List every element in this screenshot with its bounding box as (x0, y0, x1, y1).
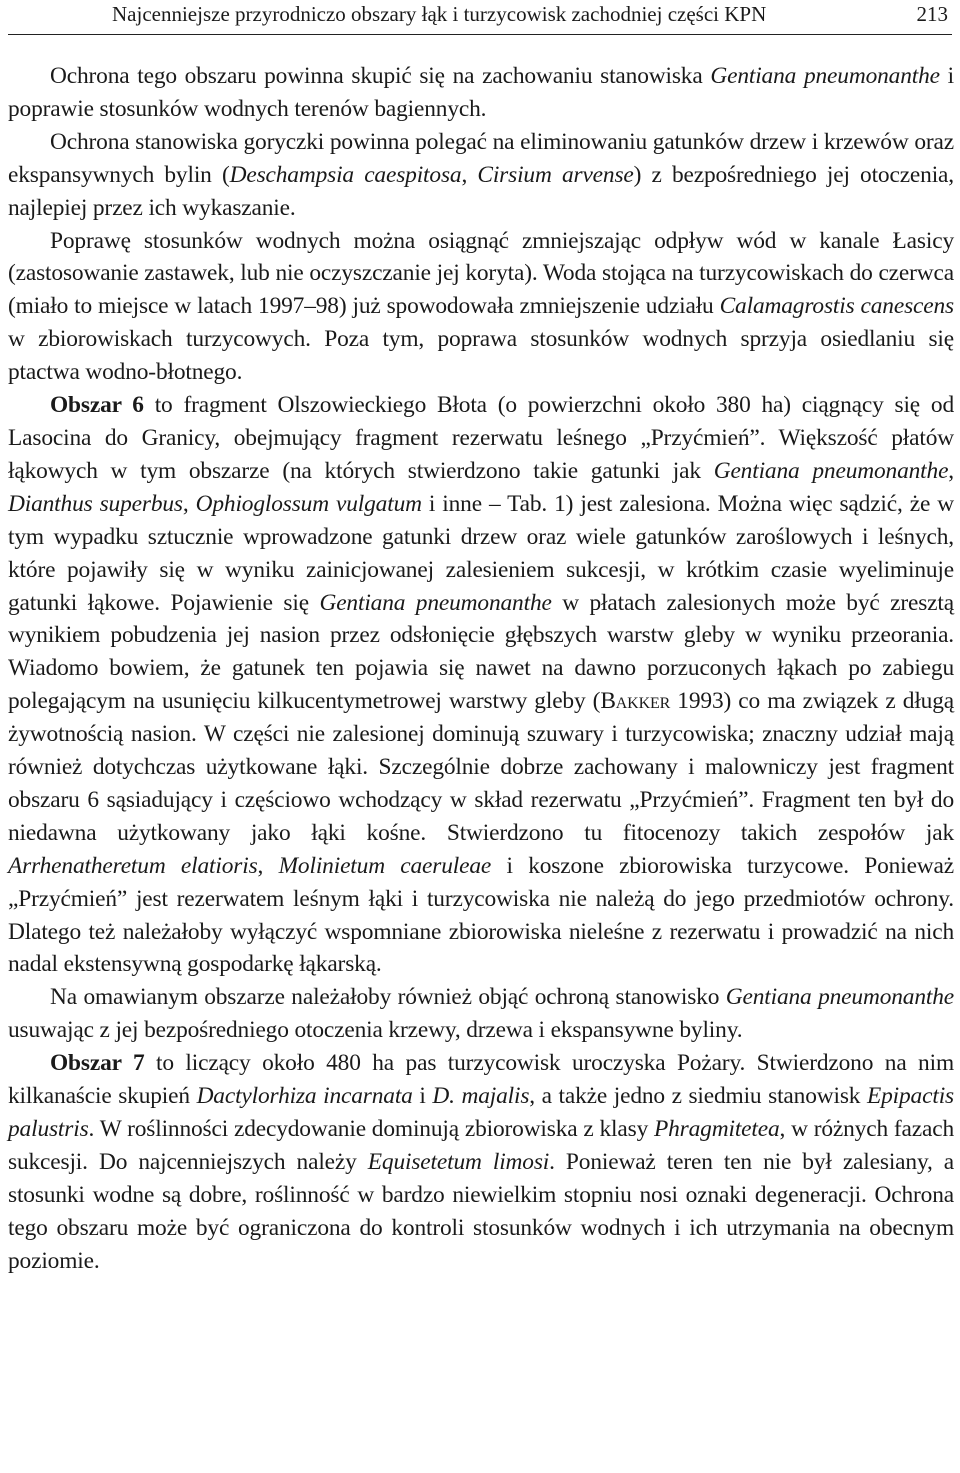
text-run: , w różnych fazach sukcesji. Do najcenniejszych należy (8, 1116, 954, 1175)
paragraph (8, 1047, 954, 1277)
italic-term: Equisetetum limosi (367, 1148, 550, 1175)
text-run: to fragment Olszowieckiego Błota (o powierzchni około 380 ha) ciągnący się od Lasocina do Granicy, obejmujący fragment rezerwatu leśnego „Przyćmień”. Większość płatów łąkowych w tym obszarze (na których stwierdzono takie gatunki jak (8, 392, 954, 484)
text-run: , (948, 457, 954, 484)
italic-term: Arrhenatheretum elatioris (8, 852, 258, 879)
text-run: i (412, 1083, 433, 1110)
running-header (8, 0, 952, 35)
text-run: . Ponieważ teren ten nie był zalesiany, a stosunki wodne są dobre, roślinność w bardzo niewielkim stopniu nosi oznaki degeneracji. Ochrona tego obszaru może być ograniczona do kontroli stosunków wodnych i ich utrzymania na obecnym poziomie. (8, 1148, 954, 1274)
text-run: , (182, 490, 196, 517)
italic-term: Dactylorhiza incarnata (196, 1083, 413, 1110)
paragraph (8, 60, 954, 126)
italic-term: Gentiana pneumonanthe (710, 63, 940, 89)
italic-term: Epipactis palustris (8, 1083, 954, 1142)
bold-heading-term: Obszar 7 (50, 1050, 145, 1077)
bold-heading-term: Obszar 6 (50, 392, 144, 419)
text-run: i koszone zbiorowiska turzycowe. Ponieważ „Przyćmień” jest rezerwatem leśnym łąki i turzycowiska nie należą do jego przedmiotów ochrony. Dlatego też należałoby wyłączyć wspomniane zbiorowiska nieleśne z rezerwatu i prowadzić na nich nadal ekstensywną gospodarkę łąkarską. (8, 852, 955, 978)
body-text (8, 60, 954, 1278)
text-run: usuwając z jej bezpośredniego otoczenia krzewy, drzewa i ekspansywne byliny. (8, 1017, 743, 1044)
italic-term: Deschampsia caespitosa (229, 161, 462, 188)
page-number: 213 (916, 2, 948, 26)
text-run: i inne – Tab. 1) jest zalesiona. Można więc sądzić, że w tym wypadku sztucznie wprowadzone gatunki drzew oraz wiele gatunków zaroślowych i leśnych, które pojawiły się w wyniku zainicjowanej zalesieniem sukcesji, w krótkim czasie wyeliminuje gatunki łąkowe. Pojawienie się (8, 490, 954, 616)
paragraph (8, 389, 954, 981)
italic-term: Molinietum caeruleae (278, 852, 492, 879)
text-run: . W roślinności zdecydowanie dominują zbiorowiska z klasy (88, 1116, 654, 1142)
text-run: Ochrona stanowiska goryczki powinna polegać na eliminowaniu gatunków drzew i krzewów oraz ekspansywnych bylin ( (8, 128, 954, 188)
text-run: , a także jedno z siedmiu stanowisk (529, 1083, 867, 1110)
running-header-title: Najcenniejsze przyrodniczo obszary łąk i turzycowisk zachodniej części KPN (112, 2, 767, 26)
text-run: , (461, 161, 478, 188)
text-run: Poprawę stosunków wodnych można osiągnąć zmniejszając odpływ wód w kanale Łasicy (zastosowanie zastawek, lub nie oczyszczanie jej koryta). Woda stojąca na turzycowiskach do czerwca (miało to miejsce w latach 1997–98) już spowodowała zmniejszenie udziału (8, 227, 954, 320)
paragraph (8, 126, 954, 225)
text-run: , (257, 852, 279, 879)
italic-term: Gentiana pneumonanthe (319, 589, 552, 616)
text-run: ) z bezpośredniego jej otoczenia, najlepiej przez ich wykaszanie. (8, 161, 954, 221)
text-run: 1993) co ma związek z długą żywotnością nasion. W części nie zalesionej dominują szuwary i turzycowiska; znaczny udział mają również dotychczas użytkowane łąki. Szczególnie dobrze zachowany i malowniczy jest fragment obszaru 6 sąsiadujący i częściowo wchodzący w skład rezerwatu „Przyćmień”. Fragment ten był do niedawna użytkowany jako łąki kośne. Stwierdzono tu fitocenozy takich zespołów jak (8, 688, 954, 846)
italic-term: D. majalis (432, 1083, 530, 1110)
italic-term: Calamagrostis canescens (719, 293, 955, 320)
text-run: Na omawianym obszarze należałoby również objąć ochroną stanowisko (50, 984, 726, 1011)
italic-term: Dianthus superbus (8, 490, 183, 517)
italic-term: Phragmitetea (654, 1116, 780, 1142)
paragraph (8, 981, 954, 1047)
text-run: w zbiorowiskach turzycowych. Poza tym, poprawa stosunków wodnych sprzyja osiedlaniu się ptactwa wodno-błotnego. (8, 326, 954, 386)
text-run: i poprawie stosunków wodnych terenów bagiennych. (8, 63, 955, 122)
text-run: to liczący około 480 ha pas turzycowisk uroczyska Pożary. Stwierdzono na nim kilkanaście skupień (8, 1050, 954, 1110)
citation-author: Bakker (600, 688, 671, 715)
text-run: w płatach zalesionych może być zresztą wynikiem pobudzenia jej nasion przez odsłonięcie głębszych warstw gleby w wyniku przeorania. Wiadomo bowiem, że gatunek ten pojawia się nawet na dawno porzuconych łąkach po zabiegu polegającym na usunięciu kilkucentymetrowej warstwy gleby ( (8, 589, 954, 715)
text-run: Ochrona tego obszaru powinna skupić się na zachowaniu stanowiska (50, 63, 711, 89)
italic-term: Cirsium arvense (477, 161, 634, 188)
italic-term: Gentiana pneumonanthe (713, 457, 949, 484)
paragraph (8, 225, 954, 390)
italic-term: Gentiana pneumonanthe (725, 984, 955, 1011)
italic-term: Ophioglossum vulgatum (195, 490, 422, 517)
